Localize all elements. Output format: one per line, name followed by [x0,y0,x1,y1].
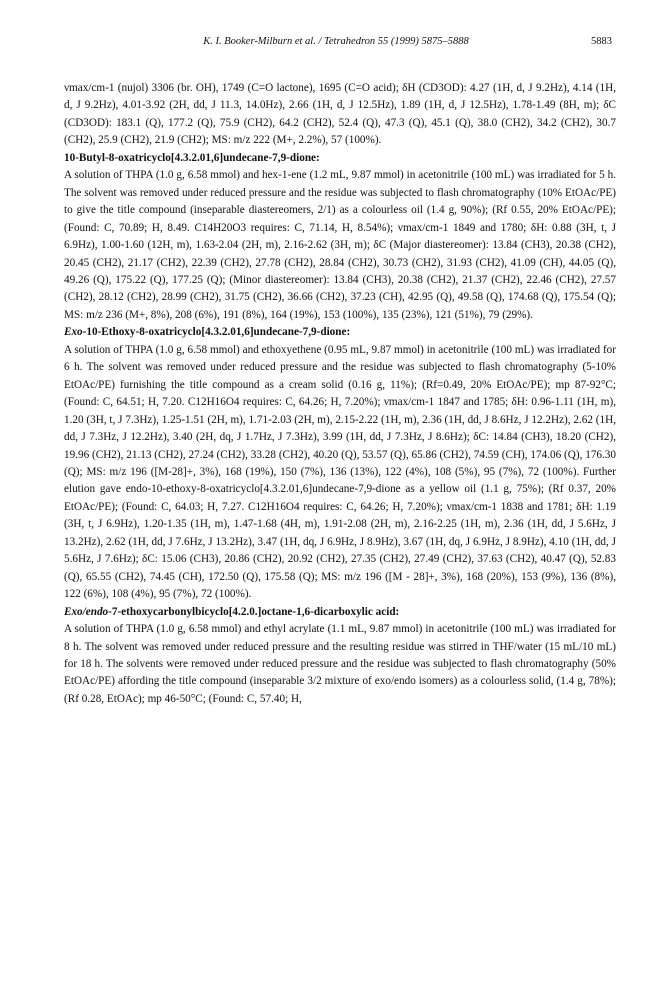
paragraph-spectral-data: νmax/cm-1 (nujol) 3306 (br. OH), 1749 (C=O lactone), 1695 (C=O acid); δH (CD3OD): 4.27 (1H, d, J 9.2Hz), 4.14 (1H, d, J 9.2Hz), 4.01-3.92 (2H, dd, J 11.3, 14.0Hz), 2.66 (1H, d, J 12.5Hz), 1.89 (1H, d, J 12.5Hz), 1.78-1.49 (8H, m); δC (CD3OD): 183.1 (Q), 177.2 (Q), 75.9 (CH2), 64.2 (CH2), 52.4 (Q), 47.3 (Q), 45.1 (Q), 38.0 (CH2), 34.2 (CH2), 30.7 (CH2), 25.9 (CH2), 21.9 (CH2); MS: m/z 222 (M+, 2.2%), 57 (100%). [64,82,616,147]
article-body [64,80,616,708]
heading-text: -7-ethoxycarbonylbicyclo[4.2.0.]octane-1,6-dicarboxylic acid: [108,605,400,618]
heading-lead-italic: Exo [64,326,83,339]
compound-heading-ethoxycarbonyl [64,604,616,621]
heading-text: -10-Ethoxy-8-oxatricyclo[4.3.2.01,6]undecane-7,9-dione: [82,326,351,339]
running-head: K. I. Booker-Milburn et al. / Tetrahedron 55 (1999) 5875–5888 [203,36,469,47]
paragraph-butyl-procedure: A solution of THPA (1.0 g, 6.58 mmol) and hex-1-ene (1.2 mL, 9.87 mmol) in acetonitrile (100 mL) was irradiated for 5 h. The solvent was removed under reduced pressure and the residue was subjected to flash chromatography (10% EtOAc/PE) to give the title compound (inseparable diastereomers, 2/1) as a colourless oil (1.4 g, 90%); (Rf 0.55, 20% EtOAc/PE); (Found: C, 70.89; H, 8.49. C14H20O3 requires: C, 71.14, H, 8.54%); νmax/cm-1 1849 and 1780; δH: 0.88 (3H, t, J 6.9Hz), 1.00-1.60 (12H, m), 1.63-2.04 (2H, m), 2.16-2.62 (3H, m); δC (Major diastereomer): 13.84 (CH3), 20.38 (CH2), 20.45 (CH2), 21.17 (CH2), 22.39 (CH2), 27.78 (CH2), 28.84 (CH2), 30.73 (CH2), 31.93 (CH2), 41.09 (CH), 44.05 (Q), 49.26 (Q), 175.22 (Q), 177.25 (Q); (Minor diastereomer): 13.84 (CH3), 20.38 (CH2), 21.37 (CH2), 22.46 (CH2), 27.57 (CH2), 28.12 (CH2), 28.99 (CH2), 31.75 (CH2), 36.66 (CH2), 37.23 (CH), 42.95 (Q), 49.58 (Q), 174.68 (Q), 175.54 (Q); MS: m/z 236 (M+, 8%), 208 (6%), 191 (8%), 164 (19%), 153 (100%), 135 (23%), 121 (51%), 79 (29%). [64,169,616,321]
page-header [0,36,672,52]
paragraph-ethoxy-procedure: A solution of THPA (1.0 g, 6.58 mmol) and ethoxyethene (0.95 mL, 9.87 mmol) in acetonitrile (100 mL) was irradiated for 6 h. The solvent was removed under reduced pressure and the residue was subjected to flash chromatography (5-10% EtOAc/PE) furnishing the title compound as a cream solid (0.16 g, 11%); (Rf=0.49, 20% EtOAc/PE); mp 87-92°C; (Found: C, 64.51; H, 7.20. C12H16O4 requires: C, 64.26; H, 7.20%); νmax/cm-1 1847 and 1785; δH: 0.96-1.11 (1H, m), 1.20 (3H, t, J 7.3Hz), 1.25-1.51 (2H, m), 1.71-2.03 (2H, m), 2.15-2.22 (1H, m), 2.36 (1H, dd, J 8.6Hz, J 12.2Hz), 2.62 (1H, dd, J 7.3Hz, J 12.2Hz), 3.40 (2H, dq, J 1.7Hz, J 7.3Hz), 3.99 (1H, dd, J 7.3Hz, J 8.6Hz); δC: 14.84 (CH3), 18.20 (CH2), 19.96 (CH2), 21.13 (CH2), 27.24 (CH2), 33.28 (CH2), 40.20 (Q), 53.57 (Q), 65.86 (CH2), 74.59 (CH), 174.06 (Q), 176.30 (Q); MS: m/z 196 ([M-28]+, 3%), 168 (19%), 150 (7%), 136 (13%), 122 (4%), 108 (5%), 95 (7%), 72 (100%). Further elution gave endo-10-ethoxy-8-oxatricyclo[4.3.2.01,6]undecane-7,9-dione as a yellow oil (1.1 g, 75%); (Rf 0.37, 20% EtOAc/PE); (Found: C, 64.03; H, 7.27. C12H16O4 requires: C, 64.26; H, 7.20%); νmax/cm-1 1838 and 1781; δH: 1.19 (3H, t, J 6.9Hz), 1.20-1.35 (1H, m), 1.47-1.68 (4H, m), 1.91-2.08 (2H, m), 2.16-2.25 (1H, m), 2.36 (1H, dd, J 5.6Hz, J 13.2Hz), 2.62 (1H, dd, J 7.6Hz, J 13.2Hz), 3.47 (1H, dq, J 6.9Hz, J 8.9Hz), 3.67 (1H, dq, J 6.9Hz, J 8.9Hz), 4.10 (1H, dd, J 5.6Hz, J 7.6Hz); δC: 15.06 (CH3), 20.86 (CH2), 20.92 (CH2), 27.35 (CH2), 27.49 (CH2), 37.63 (CH2), 40.47 (Q), 52.83 (Q), 65.55 (CH2), 74.45 (CH), 172.50 (Q), 175.58 (Q); MS: m/z 196 ([M - 28]+, 3%), 168 (20%), 153 (9%), 136 (8%), 122 (6%), 108 (4%), 95 (7%), 72 (100%). [64,343,616,601]
compound-heading-butyl [64,150,616,167]
heading-text: 10-Butyl-8-oxatricyclo[4.3.2.01,6]undecane-7,9-dione: [64,151,320,164]
paragraph-ethoxycarbonyl-procedure: A solution of THPA (1.0 g, 6.58 mmol) and ethyl acrylate (1.1 mL, 9.87 mmol) in acetonitrile (100 mL) was irradiated for 8 h. The solvent was removed under reduced pressure and the resulting residue was stirred in THF/water (15 mL/10 mL) for 18 h. The solvents were removed under reduced pressure and the residue was subjected to flash chromatography (50% EtOAc/PE) affording the title compound (inseparable 3/2 mixture of exo/endo isomers) as a colourless solid, (1.4 g, 78%); (Rf 0.28, EtOAc); mp 46-50°C; (Found: C, 57.40; H, [64,623,616,705]
compound-heading-ethoxy [64,324,616,341]
page-number: 5883 [591,36,612,47]
heading-lead-italic: Exo/endo [64,605,109,618]
